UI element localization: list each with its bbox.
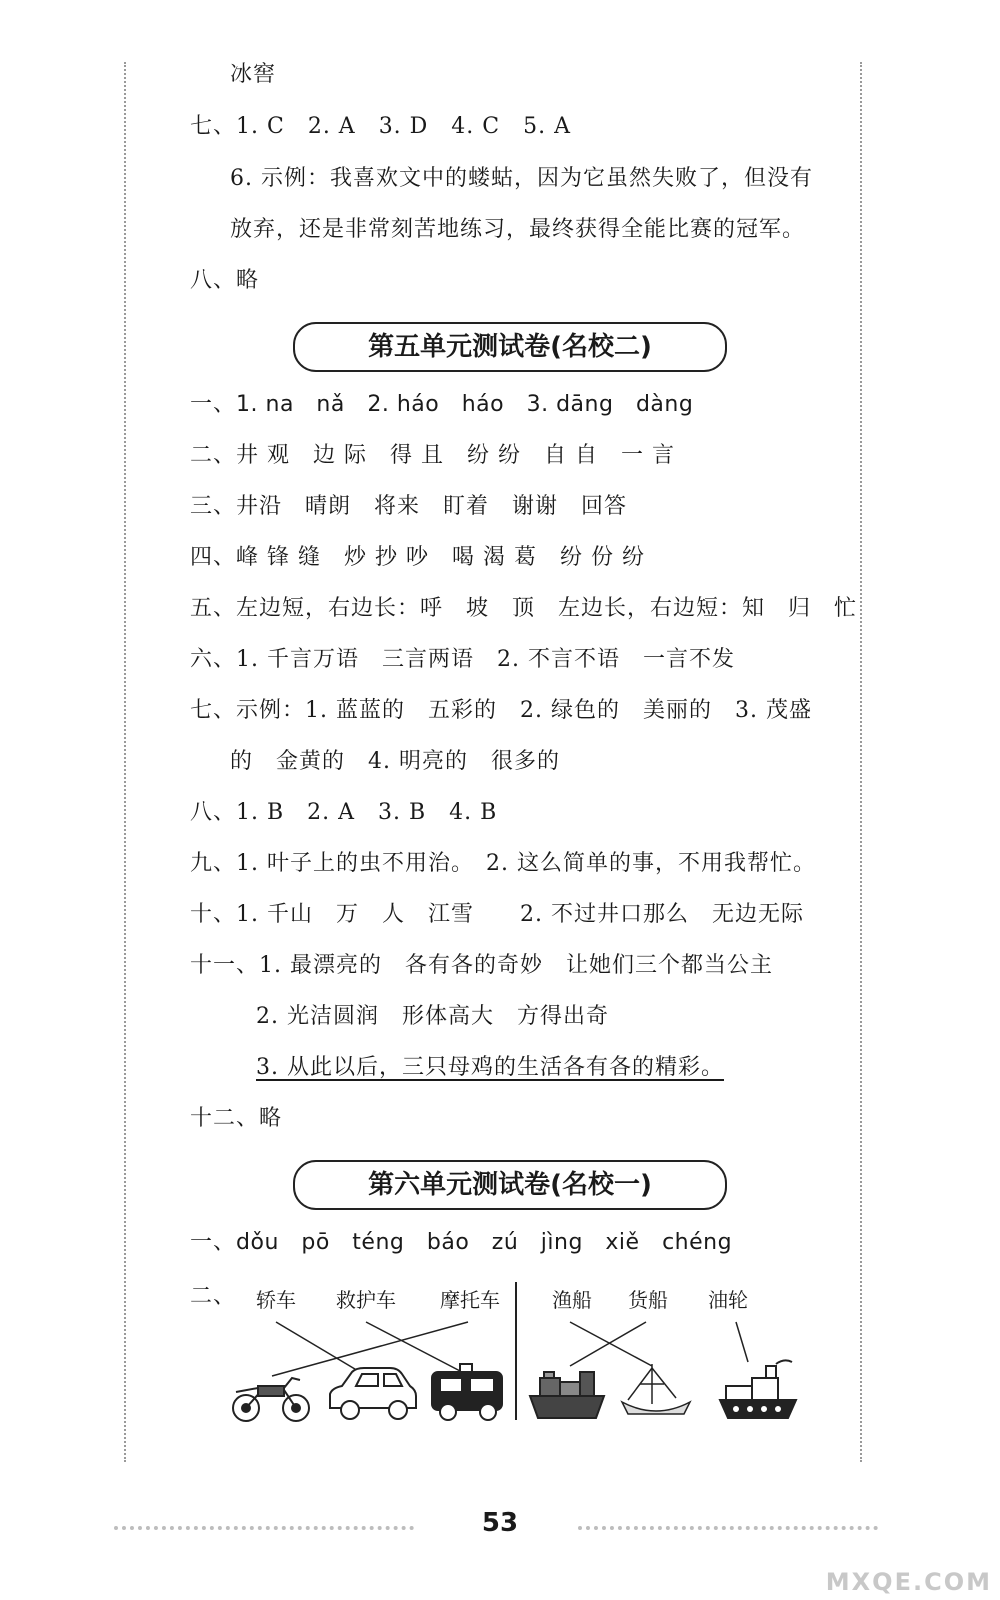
match-line-motorcycle: [272, 1322, 468, 1376]
label-oil-tanker: 油轮: [708, 1288, 748, 1312]
unit5-q7a: 七、示例：1. 蓝蓝的 五彩的 2. 绿色的 美丽的 3. 茂盛: [190, 698, 812, 723]
match-line-car: [276, 1322, 370, 1378]
unit5-q12: 十二、略: [190, 1106, 283, 1131]
motorcycle-icon: [233, 1378, 309, 1421]
unit5-q2: 二、井 观 边 际 得 且 纷 纷 自 自 一 言: [190, 443, 675, 468]
footer-rule-left: [114, 1526, 414, 1530]
label-cargo-ship: 货船: [628, 1288, 668, 1312]
section-title-unit5: 第五单元测试卷(名校二): [293, 322, 727, 372]
oil-tanker-icon: [720, 1360, 796, 1418]
unit5-q9: 九、1. 叶子上的虫不用治。 2. 这么简单的事，不用我帮忙。: [190, 851, 816, 876]
unit5-q1: [190, 390, 693, 420]
left-margin-rule: [124, 62, 126, 1462]
answer-q7-6a: 6. 示例：我喜欢文中的蝼蛄，因为它虽然失败了，但没有: [230, 166, 813, 191]
ambulance-icon: [432, 1364, 502, 1420]
right-margin-rule: [860, 62, 862, 1462]
answer-line: 冰窖: [230, 62, 277, 87]
section-title-unit6: 第六单元测试卷(名校一): [293, 1160, 727, 1210]
car-icon: [330, 1368, 416, 1419]
unit5-q5: 五、左边短，右边长：呼 坡 顶 左边长，右边短：知 归 忙: [190, 596, 858, 621]
unit5-q11b: 2. 光洁圆润 形体高大 方得出奇: [256, 1004, 609, 1029]
unit6-q1-pinyin: dǒu pō téng báo zú jìng xiě chéng: [236, 1230, 733, 1255]
answer-q7: 七、1. C 2. A 3. D 4. C 5. A: [190, 114, 571, 139]
match-line-oil-tanker: [736, 1322, 748, 1362]
unit6-q2-prefix: 二、: [190, 1284, 237, 1309]
unit5-q7b: 的 金黄的 4. 明亮的 很多的: [230, 749, 560, 774]
label-fishing-boat: 渔船: [552, 1288, 592, 1312]
match-line-cargo-ship: [570, 1322, 646, 1366]
watermark: MXQE.COM: [825, 1568, 992, 1596]
unit5-q11c: 3. 从此以后，三只母鸡的生活各有各的精彩。: [256, 1055, 724, 1080]
label-ambulance: 救护车: [336, 1288, 396, 1312]
label-car: 轿车: [256, 1288, 296, 1312]
match-line-ambulance: [366, 1322, 462, 1372]
unit5-q4: 四、峰 锋 缝 炒 抄 吵 喝 渴 葛 纷 份 纷: [190, 545, 645, 570]
unit5-q10: 十、1. 千山 万 人 江雪 2. 不过井口那么 无边无际: [190, 902, 804, 927]
page-number: 53: [481, 1508, 519, 1538]
answer-q8: 八、略: [190, 268, 260, 293]
fishing-boat-icon: [622, 1364, 690, 1414]
footer-rule-right: [578, 1526, 878, 1530]
unit5-q11a: 十一、1. 最漂亮的 各有各的奇妙 让她们三个都当公主: [190, 953, 773, 978]
unit5-q3: 三、井沿 晴朗 将来 盯着 谢谢 回答: [190, 494, 628, 519]
unit5-q6: 六、1. 千言万语 三言两语 2. 不言不语 一言不发: [190, 647, 735, 672]
unit5-q1-prefix: 一、: [190, 392, 237, 417]
label-motorcycle: 摩托车: [440, 1288, 500, 1312]
cargo-ship-icon: [530, 1372, 604, 1418]
answer-q7-6b: 放弃，还是非常刻苦地练习，最终获得全能比赛的冠军。: [230, 217, 806, 242]
unit5-q8: 八、1. B 2. A 3. B 4. B: [190, 800, 498, 825]
unit5-q1-pinyin: 1. na nǎ 2. háo háo 3. dāng dàng: [236, 392, 694, 417]
match-line-fishing-boat: [570, 1322, 652, 1366]
unit6-q1-prefix: 一、: [190, 1230, 237, 1255]
unit6-q1: [190, 1228, 732, 1258]
